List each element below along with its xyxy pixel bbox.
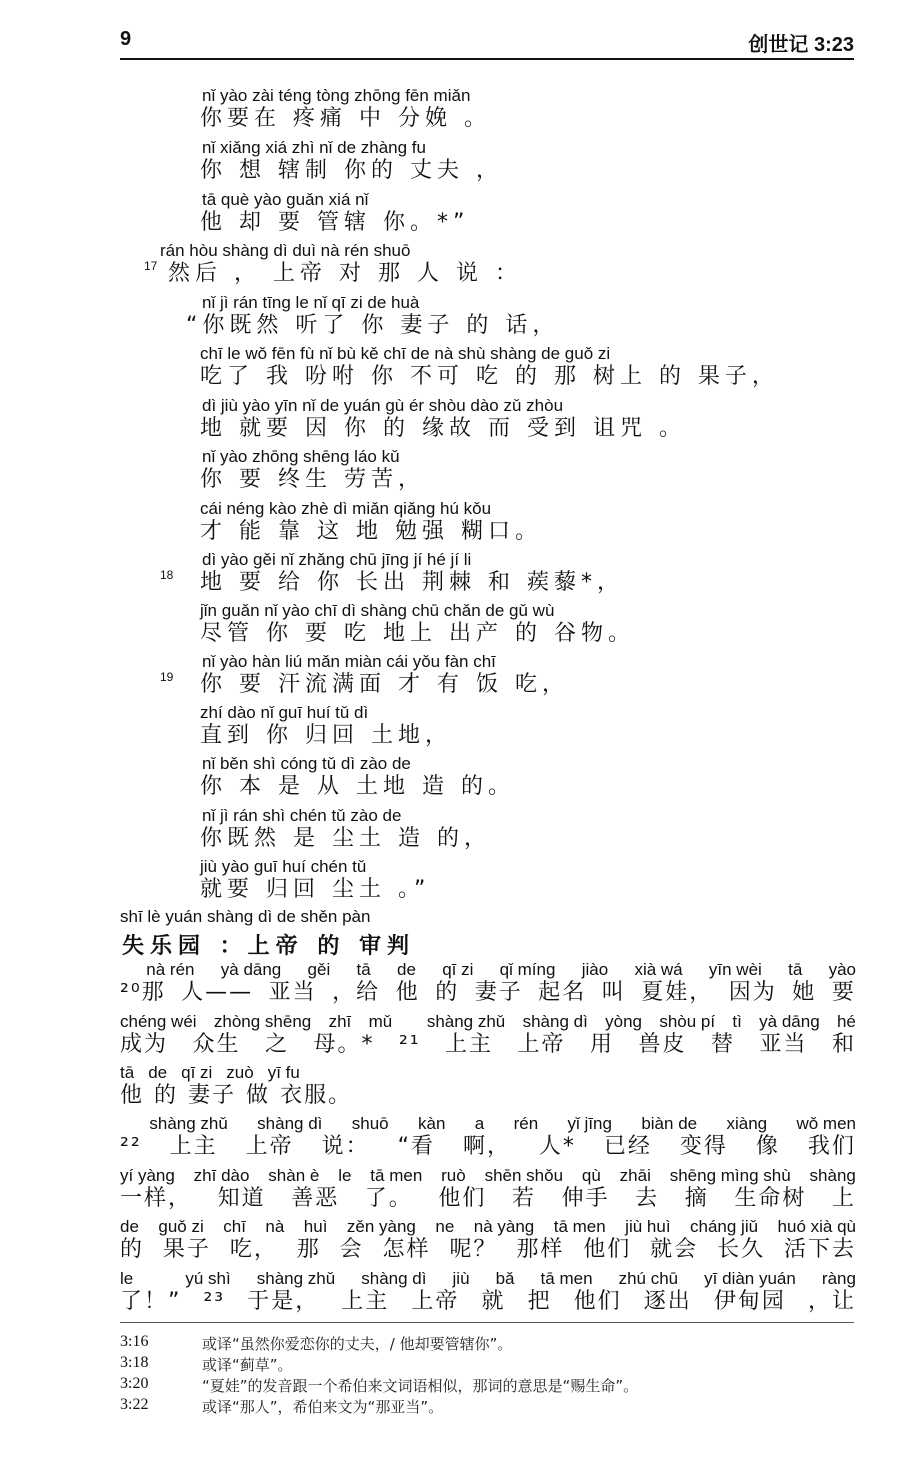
hanzi-word: 妻子 — [474, 980, 523, 1005]
hanzi-word: 伸手 — [561, 1186, 610, 1211]
hanzi: 你 要 汗流满面 才 有 饭 吃， — [200, 672, 569, 697]
hanzi-word: 妻子 — [188, 1083, 237, 1108]
pinyin-word: nà — [265, 1217, 285, 1236]
hanzi-word: 变得 — [679, 1134, 728, 1159]
hanzi-word: 他 — [395, 980, 420, 1005]
prose-row — [120, 1012, 856, 1064]
hanzi-word: 亚当 — [759, 1032, 808, 1057]
hanzi-word: 啊， — [462, 1134, 511, 1159]
hanzi-word: 他们 — [583, 1237, 632, 1262]
hanzi: 你既然 是 尘土 造 的， — [200, 826, 491, 851]
hanzi: 尽管 你 要 吃 地上 出产 的 谷物。 — [200, 621, 635, 646]
hanzi-word: 的 — [120, 1237, 145, 1262]
pinyin-word: yǐ jīng — [567, 1114, 612, 1133]
pinyin: tā què yào guǎn xiá nǐ — [202, 190, 369, 209]
hanzi-word: 上主 — [341, 1289, 390, 1314]
hanzi-word: 就会 — [650, 1237, 699, 1262]
hanzi: 才 能 靠 这 地 勉强 糊口。 — [200, 519, 542, 544]
hanzi-word: 已经 — [603, 1134, 652, 1159]
hanzi-word: 善恶 — [291, 1186, 340, 1211]
pinyin-word: jiù huì — [625, 1217, 671, 1236]
hanzi-word: 兽皮 — [638, 1032, 687, 1057]
hanzi: 地 要 给 你 长出 荆棘 和 蒺藜*， — [200, 570, 624, 595]
pinyin: zhí dào nǐ guī huí tǔ dì — [200, 703, 369, 722]
pinyin-word: nà yàng — [473, 1217, 535, 1236]
pinyin-word: zhī — [328, 1012, 352, 1031]
hanzi-word: 怎样 — [382, 1237, 431, 1262]
pinyin-word: xiàng — [726, 1114, 768, 1133]
hanzi-word: 的 — [435, 980, 460, 1005]
hanzi-word: 那 — [296, 1237, 321, 1262]
pinyin-word: a — [474, 1114, 485, 1133]
pinyin-word: jiù — [452, 1269, 470, 1288]
prose-row — [120, 1166, 856, 1218]
pinyin-word: huó xià qù — [777, 1217, 856, 1236]
hanzi-word: 像 — [755, 1134, 780, 1159]
hanzi-word: 去 — [635, 1186, 660, 1211]
pinyin-word: yú shì — [185, 1269, 231, 1288]
pinyin-word: chéng wéi — [120, 1012, 197, 1031]
hanzi: 吃了 我 吩咐 你 不可 吃 的 那 树上 的 果子， — [200, 364, 779, 389]
hanzi-word: 要 — [831, 980, 856, 1005]
pinyin-word: yòng — [605, 1012, 642, 1031]
hanzi-word: 众生 — [192, 1032, 241, 1057]
pinyin-word: yà dāng — [220, 960, 282, 979]
prose-pinyin — [120, 960, 856, 980]
footnote-ref: 3:18 — [120, 1354, 149, 1371]
hanzi: 你 本 是 从 土地 造 的。 — [200, 774, 515, 799]
pinyin-word: xià wá — [634, 960, 683, 979]
prose-row — [120, 1114, 856, 1166]
hanzi: 直到 你 归回 土地， — [200, 723, 452, 748]
pinyin: dì yào gěi nǐ zhǎng chū jīng jí hé jí li — [202, 550, 472, 569]
hanzi: 他 却 要 管辖 你。*” — [200, 210, 470, 235]
footnote-text: 或译“那人”，希伯来文为“那亚当”。 — [202, 1398, 444, 1416]
hanzi-word: 了。 — [364, 1186, 413, 1211]
hanzi-word: 上帝 — [411, 1289, 460, 1314]
hanzi-word: 若 — [511, 1186, 536, 1211]
pinyin-word: chī — [223, 1217, 246, 1236]
prose-pinyin — [120, 1114, 856, 1134]
pinyin-word: le — [338, 1166, 352, 1185]
pinyin-word: de — [148, 1063, 168, 1082]
pinyin: nǐ běn shì cóng tǔ dì zào de — [202, 754, 411, 773]
pinyin-word: zuò — [226, 1063, 254, 1082]
hanzi-word: 他们 — [573, 1289, 622, 1314]
pinyin-word: zhú chū — [618, 1269, 679, 1288]
hanzi-word: 他 — [120, 1083, 145, 1108]
hanzi-word: 上 — [831, 1186, 856, 1211]
pinyin-word: yī diàn yuán — [704, 1269, 796, 1288]
pinyin-word: shuō — [351, 1114, 389, 1133]
footnote-ref: 3:22 — [120, 1396, 149, 1413]
hanzi-word: 因为 — [728, 980, 777, 1005]
pinyin: jiù yào guī huí chén tǔ — [200, 857, 367, 876]
prose-hanzi — [120, 1032, 856, 1058]
prose-pinyin — [120, 1012, 856, 1032]
hanzi: 你 想 辖制 你的 丈夫 ， — [200, 158, 503, 183]
hanzi-word: 那样 — [516, 1237, 565, 1262]
footnote-ref: 3:16 — [120, 1333, 149, 1350]
hanzi-word: 上主 — [169, 1134, 218, 1159]
prose-hanzi — [120, 1134, 856, 1160]
footnote — [120, 1375, 854, 1396]
footnote — [120, 1354, 854, 1375]
pinyin-word: zhī dào — [193, 1166, 250, 1185]
pinyin-word: ne — [435, 1217, 455, 1236]
verse-number: 17 — [144, 259, 158, 273]
hanzi-word: ²¹ — [398, 1032, 421, 1057]
pinyin: nǐ yào zhōng shēng láo kǔ — [202, 447, 400, 466]
footnote-text: “夏娃”的发音跟一个希伯来文词语相似，那词的意思是“赐生命”。 — [202, 1377, 639, 1395]
pinyin-word: shàng dì — [361, 1269, 427, 1288]
pinyin-word: qǐ míng — [499, 960, 556, 979]
hanzi-word: 伊甸园 — [713, 1289, 786, 1314]
hanzi: 你要在 疼痛 中 分娩 。 — [200, 106, 491, 131]
pinyin-word: le — [120, 1269, 134, 1288]
pinyin-word: shēn shǒu — [484, 1166, 564, 1185]
pinyin-word: zhòng shēng — [213, 1012, 312, 1031]
hanzi-word: 的 — [154, 1083, 179, 1108]
hanzi-word: ²⁰那 — [120, 980, 166, 1005]
prose-pinyin — [120, 1217, 856, 1237]
hanzi: 然后 ， 上帝 对 那 人 说 ： — [168, 261, 522, 286]
pinyin-word: zhāi — [619, 1166, 651, 1185]
hanzi-word: 母。* — [313, 1032, 375, 1057]
pinyin-word: rén — [513, 1114, 539, 1133]
hanzi-word: 把 — [527, 1289, 552, 1314]
pinyin-word: tā — [356, 960, 371, 979]
prose-hanzi — [120, 1083, 856, 1109]
section-title-pinyin: shī lè yuán shàng dì de shěn pàn — [120, 907, 371, 926]
hanzi-word: 上帝 — [245, 1134, 294, 1159]
pinyin-word: shàng dì — [522, 1012, 588, 1031]
pinyin-word: shàng zhǔ — [149, 1114, 228, 1133]
pinyin-word: yào — [828, 960, 856, 979]
hanzi: “你既然 听了 你 妻子 的 话， — [186, 313, 560, 338]
prose-hanzi — [120, 1289, 856, 1315]
prose-hanzi — [120, 980, 856, 1006]
hanzi-word: 了！” — [120, 1289, 182, 1314]
hanzi-word: 成为 — [120, 1032, 169, 1057]
hanzi-word: 衣服。 — [280, 1083, 353, 1108]
pinyin: dì jiù yào yīn nǐ de yuán gù ér shòu dào zǔ zhòu — [202, 396, 564, 415]
pinyin-word: tā men — [553, 1217, 606, 1236]
pinyin-word: guǒ zi — [158, 1217, 204, 1236]
hanzi-word: 活下去 — [783, 1237, 856, 1262]
pinyin-word: qī zi — [442, 960, 474, 979]
pinyin-word: yīn wèi — [708, 960, 762, 979]
hanzi-word: 长久 — [717, 1237, 766, 1262]
hanzi: 就要 归回 尘土 。” — [200, 877, 431, 902]
hanzi-word: 替 — [710, 1032, 735, 1057]
hanzi-word: 呢？ — [449, 1237, 498, 1262]
hanzi-word: 亚当 — [268, 980, 317, 1005]
pinyin: nǐ xiǎng xiá zhì nǐ de zhàng fu — [202, 138, 426, 157]
pinyin-word: wǒ men — [796, 1114, 856, 1133]
pinyin-word: qù — [581, 1166, 601, 1185]
prose-pinyin — [120, 1269, 856, 1289]
pinyin-word: de — [120, 1217, 139, 1236]
prose-pinyin — [120, 1166, 856, 1186]
pinyin-word: shàng dì — [257, 1114, 323, 1133]
verse-number: 18 — [160, 568, 174, 582]
hanzi: 地 就要 因 你 的 缘故 而 受到 诅咒 。 — [200, 416, 686, 441]
pinyin-word: tì — [732, 1012, 742, 1031]
hanzi-word: 会 — [339, 1237, 364, 1262]
hanzi: 你 要 终生 劳苦， — [200, 467, 425, 492]
pinyin-word: biàn de — [641, 1114, 698, 1133]
footnote-rule — [120, 1322, 854, 1323]
footnotes — [120, 1333, 854, 1417]
hanzi-word: 她 — [792, 980, 817, 1005]
pinyin-word: shòu pí — [659, 1012, 716, 1031]
pinyin-word: gěi — [307, 960, 331, 979]
hanzi-word: 一样， — [120, 1186, 193, 1211]
pinyin: nǐ jì rán tīng le nǐ qī zi de huà — [202, 293, 420, 312]
hanzi-word: 我们 — [807, 1134, 856, 1159]
pinyin: cái néng kào zhè dì miǎn qiǎng hú kǒu — [200, 499, 492, 518]
hanzi-word: 人—— — [181, 980, 254, 1005]
pinyin-word: qī zi — [181, 1063, 213, 1082]
prose-pinyin — [120, 1063, 856, 1083]
hanzi-word: 夏娃， — [641, 980, 714, 1005]
pinyin-word: yí yàng — [120, 1166, 175, 1185]
prose-row — [120, 1063, 856, 1115]
pinyin-word: tā men — [370, 1166, 423, 1185]
prose-row — [120, 1269, 856, 1321]
pinyin-word: ruò — [441, 1166, 466, 1185]
hanzi-word: 用 — [590, 1032, 615, 1057]
pinyin-word: shēng mìng shù — [669, 1166, 791, 1185]
pinyin-word: zěn yàng — [346, 1217, 416, 1236]
footnote — [120, 1333, 854, 1354]
hanzi-word: 摘 — [684, 1186, 709, 1211]
hanzi-word: 说： — [321, 1134, 370, 1159]
hanzi-word: 之 — [264, 1032, 289, 1057]
pinyin-word: tā men — [540, 1269, 593, 1288]
hanzi-word: 吃， — [229, 1237, 278, 1262]
prose-row — [120, 960, 856, 1012]
prose-row — [120, 1217, 856, 1269]
pinyin-word: yī fu — [267, 1063, 300, 1082]
hanzi-word: 叫 — [601, 980, 626, 1005]
hanzi-word: 上主 — [445, 1032, 494, 1057]
pinyin-word: de — [396, 960, 416, 979]
hanzi-word: 他们 — [438, 1186, 487, 1211]
page-number: 9 — [120, 28, 132, 50]
pinyin-word: tā — [788, 960, 803, 979]
pinyin: jǐn guǎn nǐ yào chī dì shàng chū chǎn de gǔ wù — [200, 601, 555, 620]
hanzi-word: 人* — [538, 1134, 576, 1159]
pinyin-word: shàng — [809, 1166, 856, 1185]
section-title: 失乐园 ：上帝 的 审判 — [122, 934, 415, 959]
pinyin: nǐ jì rán shì chén tǔ zào de — [202, 806, 402, 825]
pinyin-word: huì — [303, 1217, 328, 1236]
hanzi-word: 和 — [831, 1032, 856, 1057]
hanzi-word: 逐出 — [643, 1289, 692, 1314]
pinyin-word: shàn è — [268, 1166, 320, 1185]
pinyin: nǐ yào zài téng tòng zhōng fēn miǎn — [202, 86, 471, 105]
hanzi-word: 做 — [246, 1083, 271, 1108]
pinyin-word: hé — [836, 1012, 856, 1031]
pinyin-word: bǎ — [495, 1269, 515, 1288]
pinyin-word: yà dāng — [759, 1012, 820, 1031]
pinyin-word: tā — [120, 1063, 135, 1082]
hanzi-word: 上帝 — [517, 1032, 566, 1057]
verse-number: 19 — [160, 670, 174, 684]
pinyin-word: cháng jiǔ — [690, 1217, 759, 1236]
footnote-text: 或译“虽然你爱恋你的丈夫，/ 他却要管辖你”。 — [202, 1335, 513, 1353]
pinyin-word: shàng zhǔ — [426, 1012, 506, 1031]
hanzi-word: ²³ — [203, 1289, 226, 1314]
pinyin: nǐ yào hàn liú mǎn miàn cái yǒu fàn chī — [202, 652, 496, 671]
hanzi-word: ，给 — [332, 980, 381, 1005]
hanzi-word: 生命树 — [734, 1186, 807, 1211]
hanzi-word: 果子 — [162, 1237, 211, 1262]
hanzi-word: ，让 — [807, 1289, 856, 1314]
pinyin-word: ràng — [821, 1269, 856, 1288]
pinyin-word: shàng zhǔ — [256, 1269, 336, 1288]
hanzi-word: 于是， — [247, 1289, 320, 1314]
footnote-text: 或译“蓟草”。 — [202, 1356, 293, 1374]
prose-hanzi — [120, 1237, 856, 1263]
hanzi-word: 知道 — [217, 1186, 266, 1211]
hanzi-word: 就 — [481, 1289, 506, 1314]
pinyin-word: jiào — [581, 960, 609, 979]
hanzi-word: ²² — [120, 1134, 142, 1159]
footnote-ref: 3:20 — [120, 1375, 149, 1392]
pinyin-word: mǔ — [368, 1012, 393, 1031]
footnote — [120, 1396, 854, 1417]
hanzi-word: “看 — [397, 1134, 435, 1159]
running-head: 创世记 3:23 — [748, 34, 854, 56]
pinyin-word: nà rén — [146, 960, 195, 979]
prose-hanzi — [120, 1186, 856, 1212]
pinyin: rán hòu shàng dì duì nà rén shuō — [160, 241, 411, 260]
pinyin-word: kàn — [418, 1114, 446, 1133]
pinyin: chī le wǒ fēn fù nǐ bù kě chī de nà shù shàng de guǒ zi — [200, 344, 611, 363]
hanzi-word: 起名 — [538, 980, 587, 1005]
